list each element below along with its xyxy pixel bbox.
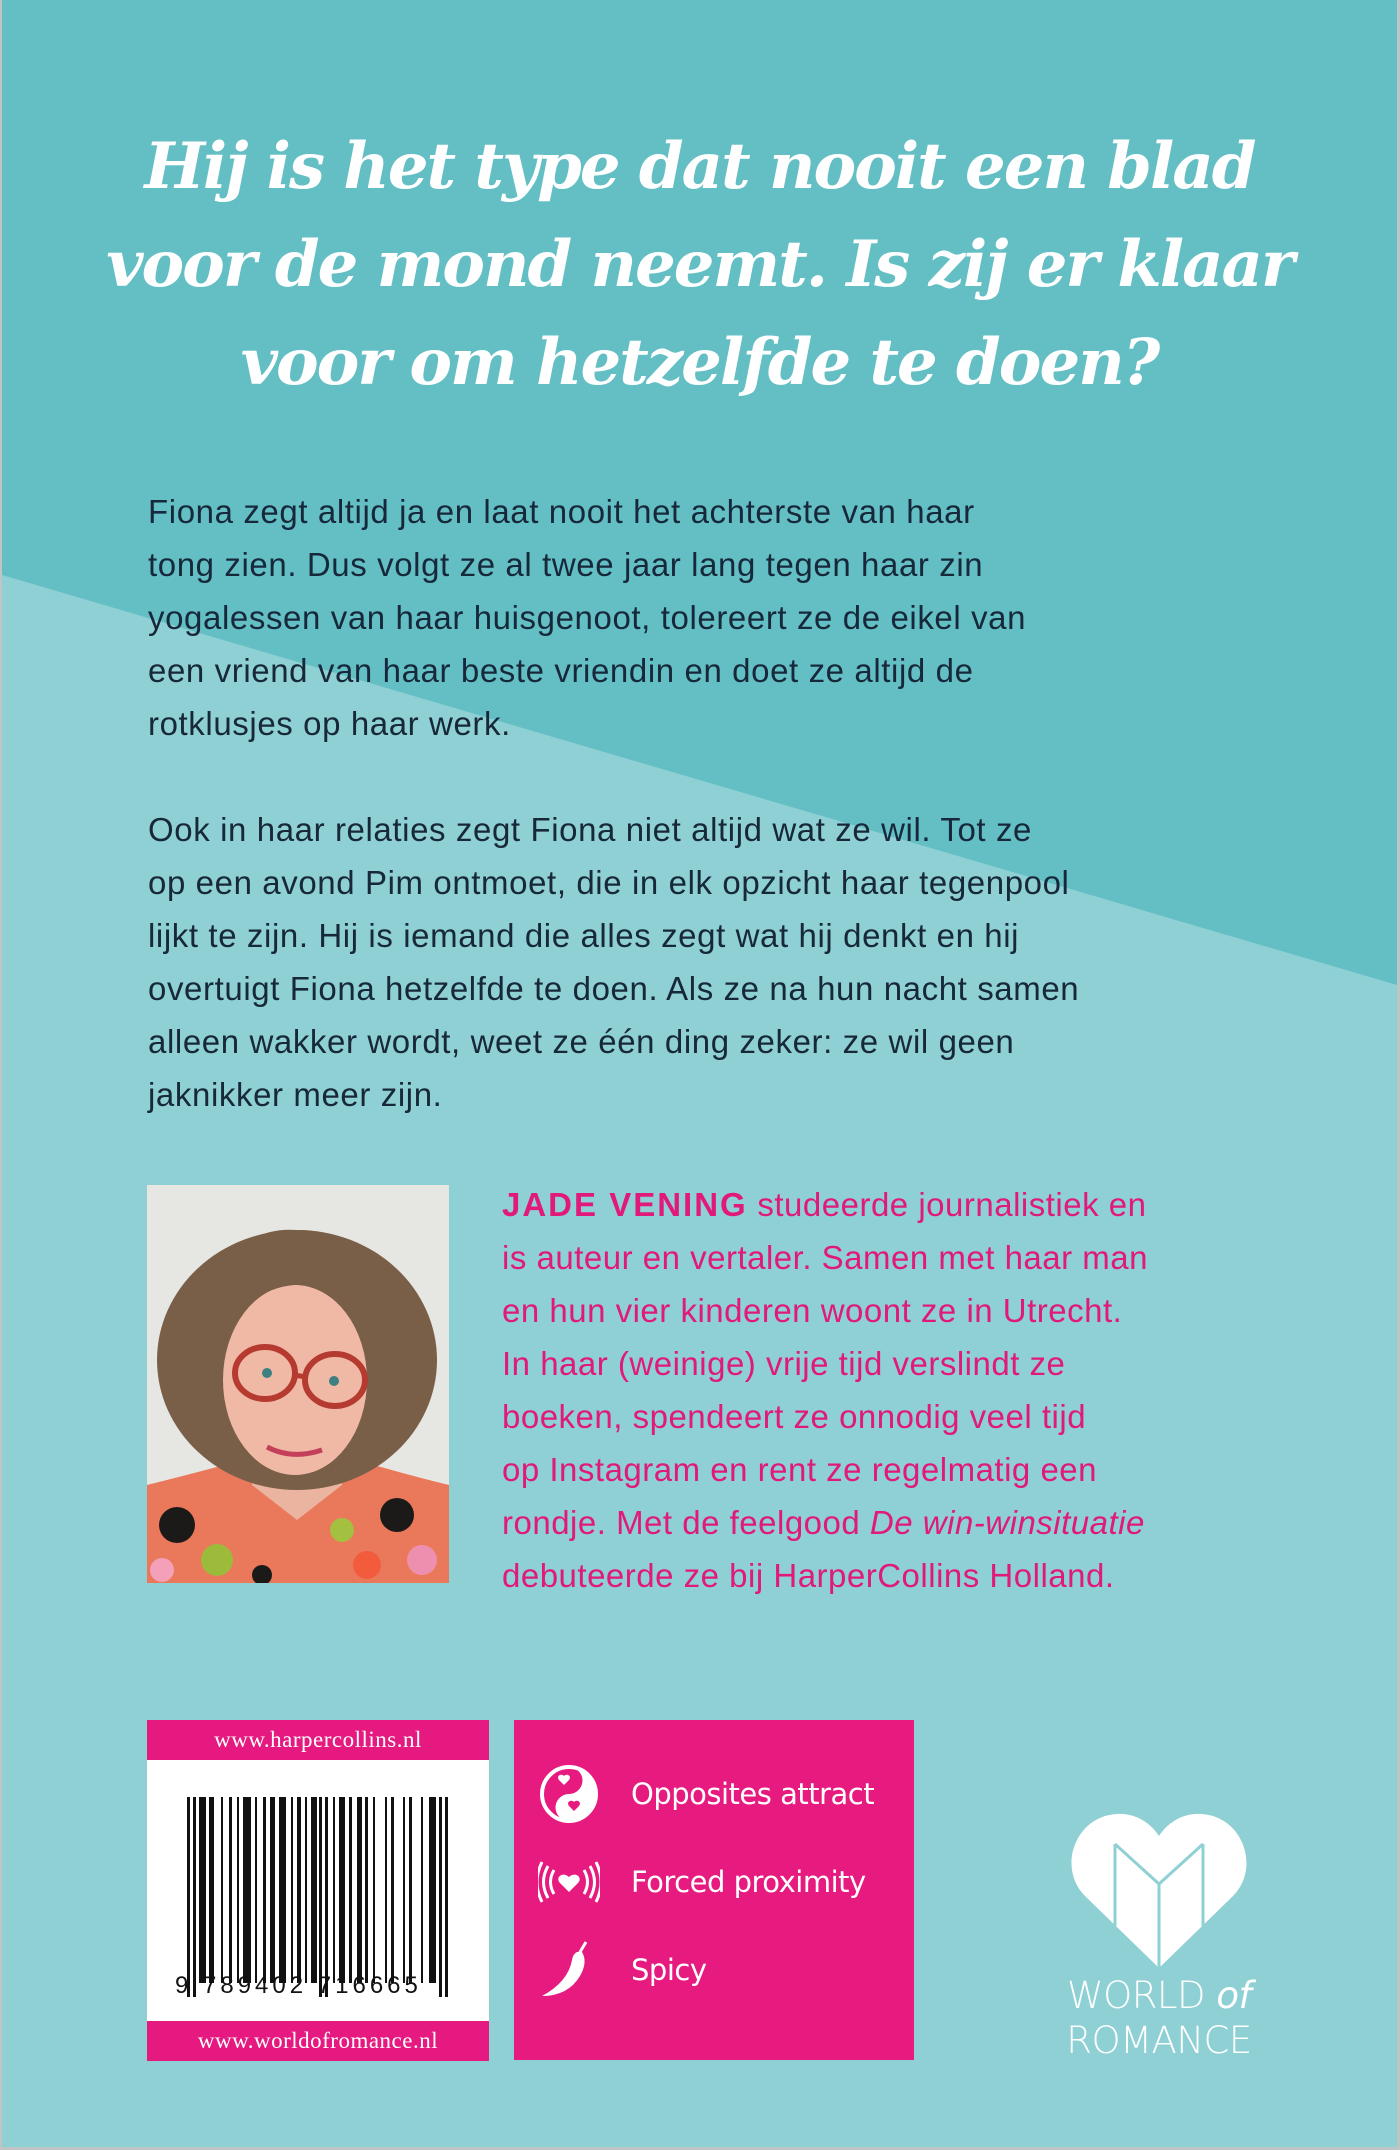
blurb-line: overtuigt Fiona hetzelfde te doen. Als ze na hun nacht samen xyxy=(148,970,1080,1007)
author-bio-line: In haar (weinige) vrije tijd verslindt ze xyxy=(502,1345,1066,1382)
heart-waves-icon xyxy=(538,1852,600,1912)
blurb-paragraph xyxy=(148,803,1288,1121)
book-blurb xyxy=(148,485,1288,1174)
author-bio xyxy=(502,1178,1302,1602)
blurb-line: alleen wakker wordt, weet ze één ding zeker: ze wil geen xyxy=(148,1023,1015,1060)
tagline-line: voor de mond neemt. Is zij er klaar xyxy=(106,227,1293,302)
chili-pepper-icon xyxy=(538,1940,600,2000)
author-bio-line: rondje. Met de feelgood De win-winsituatie xyxy=(502,1504,1145,1541)
blurb-line: yogalessen van haar huisgenoot, tolereert ze de eikel van xyxy=(148,599,1027,636)
heart-book-icon xyxy=(1071,1810,1247,1970)
tagline-line: Hij is het type dat nooit een blad xyxy=(144,129,1255,204)
publisher-url[interactable]: www.harpercollins.nl xyxy=(147,1720,489,1760)
blurb-line: tong zien. Dus volgt ze al twee jaar lang tegen haar zin xyxy=(148,546,984,583)
trope-opposites-attract xyxy=(514,1764,914,1824)
tagline-line: voor om hetzelfde te doen? xyxy=(240,325,1159,400)
author-bio-line: is auteur en vertaler. Samen met haar man xyxy=(502,1239,1148,1276)
author-bio-line: boeken, spendeert ze onnodig veel tijd xyxy=(502,1398,1087,1435)
book-back-cover xyxy=(2,0,1397,2147)
blurb-line: rotklusjes op haar werk. xyxy=(148,705,511,742)
tagline xyxy=(2,118,1397,412)
blurb-paragraph xyxy=(148,485,1288,750)
trope-label: Spicy xyxy=(631,1953,707,1987)
trope-label: Opposites attract xyxy=(631,1777,875,1811)
imprint-wordmark: WORLD of ROMANCE xyxy=(1066,1974,1252,2062)
isbn-number: 9 789402 716665 xyxy=(175,1972,422,1999)
trope-forced-proximity xyxy=(514,1852,914,1912)
book-title: De win-winsituatie xyxy=(869,1504,1145,1541)
blurb-line: Fiona zegt altijd ja en laat nooit het achterste van haar xyxy=(148,493,975,530)
trope-label: Forced proximity xyxy=(631,1865,866,1899)
author-photo xyxy=(147,1185,449,1583)
blurb-line: lijkt te zijn. Hij is iemand die alles zegt wat hij denkt en hij xyxy=(148,917,1020,954)
blurb-line: Ook in haar relaties zegt Fiona niet altijd wat ze wil. Tot ze xyxy=(148,811,1033,848)
author-portrait-illustration xyxy=(147,1185,449,1583)
yin-yang-hearts-icon xyxy=(538,1764,600,1824)
trope-spicy xyxy=(514,1940,914,2000)
barcode-box xyxy=(147,1720,489,2061)
blurb-line: jaknikker meer zijn. xyxy=(148,1076,443,1113)
author-bio-line: JADE VENING studeerde journalistiek en xyxy=(502,1186,1147,1223)
author-bio-line: op Instagram en rent ze regelmatig een xyxy=(502,1451,1098,1488)
blurb-line: op een avond Pim ontmoet, die in elk opzicht haar tegenpool xyxy=(148,864,1070,901)
imprint-url[interactable]: www.worldofromance.nl xyxy=(147,2021,489,2061)
blurb-line: een vriend van haar beste vriendin en doet ze altijd de xyxy=(148,652,974,689)
tropes-box xyxy=(514,1720,914,2060)
world-of-romance-logo xyxy=(1064,1810,1254,2065)
author-bio-line: debuteerde ze bij HarperCollins Holland. xyxy=(502,1557,1115,1594)
author-name: JADE VENING xyxy=(502,1186,748,1223)
author-bio-line: en hun vier kinderen woont ze in Utrecht. xyxy=(502,1292,1123,1329)
